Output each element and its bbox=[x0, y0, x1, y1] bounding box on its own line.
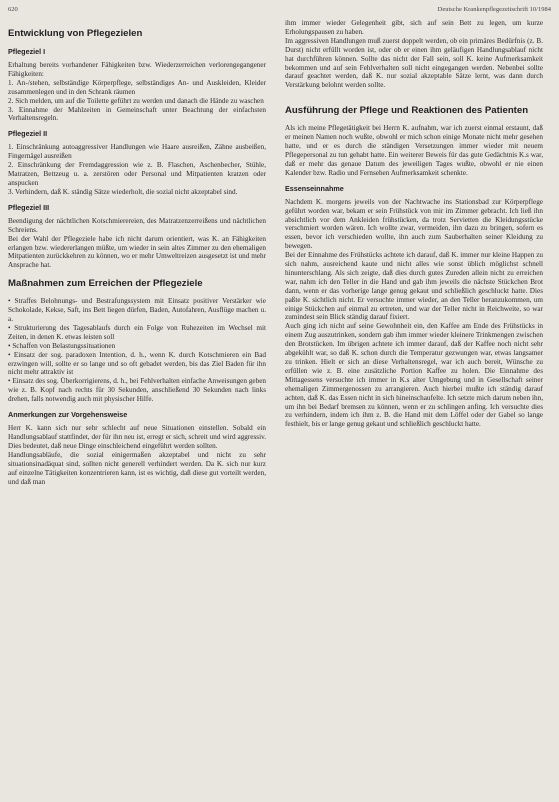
body-paragraph: ihm immer wieder Gelegenheit gibt, sich auf sein Bett zu legen, um kurze Erholungspausen zu haben. Im aggressiven Handlungen muß zuerst doppelt werden, ob ein primäres Bedürfnis (z. B. Durst) nicht erfüllt worden ist, oder ob er einen ihm geläufigen Handlungsablauf nicht hat durchführen können. Sollte das nicht der Fall sein, soll K. keine Aufmerksamkeit bekommen und auf sein Fehlverhalten soll nicht eingegangen werden. Nebenbei sollte darauf geachtet werden, daß K. nur sozial akzeptable Sätze lernt, was dann durch Verstärkung belohnt werden sollte. bbox=[285, 19, 543, 90]
section-heading: Entwicklung von Pflegezielen bbox=[8, 28, 143, 39]
body-paragraph: Nachdem K. morgens jeweils von der Nachtwache ins Stationsbad zur Körperpflege geführt worden war, bekam er sein Frühstück von mir im Zimmer gebracht. Ich ließ ihn absichtlich vor dem Ankleiden frühstücken, da trotz Servietten die Kleidungsstücke verschmiert worden wären. Ich wollte zwar, vermeiden, ihn dazu zu bringen, sofern es essen, bevor ich verschieden wollte, ihn auch zum Sauberhalten seiner Kleidung zu bewegen. Bei der Einnahme des Frühstücks achtete ich darauf, daß K. immer nur kleine Happen zu sich nahm, ausreichend kaute und nicht alles wie sonst üblich möglichst schnell hinunterschlang. Als sich zeigte, daß dies durch gutes Zureden allein nicht zu erreichen war, nahm ich den Teller in die Hand und gab ihm jeweils die nächste Stückchen Brot dann, wenn er das vorherige lange genug gekaut und schließlich geschluckt hatte. Dies paßte K. sichtlich nicht. Er versuchte immer wieder, an den Teller heranzukommen, um einige Stückchen auf einmal zu ertreten, und war der Teller nicht in Reichweite, so war zumindest sein Blick ständig darauf fixiert. Auch ging ich nicht auf seine Gewohnheit ein, den Kaffee am Ende des Frühstücks in einem Zug auszutrinken, sondern gab ihm immer wieder kleinere Trinkmengen zwischen den Brotstücken. Im übrigen achtete ich immer darauf, daß der Kaffee noch nicht sehr abgekühlt war, so daß K. schon durch die Temperatur gezwungen war, etwas langsamer zu trinken. Hielt er sich an diese Verhaltensregel, war ich auch bereit, Wünsche zu erfüllen wie z. B. eine zusätzliche Portion Kaffee zu holen. Die Einnahme des Mittagessens versuchte ich immer in K.s alter Umgebung und in Gesellschaft seiner ehemaligen Zimmergenossen zu arrangieren. Auch hierbei mußte ich ständig darauf achten, daß K. das Essen nicht in sich hineinschaufelte. Ich setzte mich darum neben ihn, um ihn bei Bedarf bremsen zu können, wenn er zu schlingen anfing. Ich versuchte dies zu verhindern, indem ich ihm z. B. die Hand mit dem Löffel oder der Gabel so lange festhielt, bis er lange genug gekaut und schließlich geschluckt hatte. bbox=[285, 197, 543, 429]
body-paragraph: • Straffes Belohnungs- und Bestrafungssystem mit Einsatz positiver Verstärker wie Schokolade, Kekse, Saft, ins Bett liegen dürfen, Baden, Autofahren, Ausflüge machen u. a. • Strukturierung des Tagesablaufs durch ein Folge von Ruhezeiten im Wechsel mit Zeiten, in denen K. etwas leisten soll • Schaffen von Belastungssituationen • Einsatz der sog. paradoxen Intention, d. h., wenn K. durch Kotschmieren ein Bad erzwingen will, sollte er so lange und so oft gebadet werden, bis das Ziel Baden für ihn nicht mehr attraktiv ist • Einsatz des sog. Überkorrigierens, d. h., bei Fehlverhalten einfache Anweisungen geben wie z. B. Kopf nach rechts für 30 Sekunden, anschließend 30 Sekunden nach links drehen, falls notwendig auch mit physischer Hilfe. bbox=[8, 297, 266, 404]
journal-title: Deutsche Krankenpflegezeitschrift 10/1984 bbox=[437, 6, 551, 13]
running-head bbox=[8, 5, 551, 15]
subsection-heading: Pflegeziel III bbox=[8, 202, 50, 212]
body-paragraph: Herr K. kann sich nur sehr schlecht auf neue Situationen einstellen. Sobald ein Handlungsablauf stattfindet, der für ihn neu ist, erregt er sich, schreit und wird aggressiv. Dies bedeutet, daß neue Dinge einschleichend eingeführt werden sollten. Handlungsabläufe, die sozial einigermaßen akzeptabel und nicht zu sehr situationsinadäquat sind, sollten nicht generell verhindert werden. Da K. sich nur kurz auf einzelne Tätigkeiten konzentrieren kann, ist es wichtig, daß diese gut vorteilt werden, und daß man bbox=[8, 424, 266, 486]
right-column bbox=[285, 19, 543, 796]
subsection-heading: Pflegeziel II bbox=[8, 129, 48, 139]
subsection-heading: Anmerkungen zur Vorgehensweise bbox=[8, 410, 128, 420]
spacer bbox=[285, 93, 543, 97]
section-heading: Maßnahmen zum Erreichen der Pflegeziele bbox=[8, 278, 203, 290]
body-paragraph: Als ich meine Pflegetätigkeit bei Herrn K. aufnahm, war ich zuerst einmal erstaunt, daß er meinen Namen noch wußte, obwohl er mich schon einige Monate nicht mehr gesehen hatte, und er es durch die ständigen Versetzungen immer wieder mit neuem Pflegepersonal zu tun gehabt hatte. Ein weiterer Beweis für das gute Gedächtnis K.s war, daß er mehr das genaue Datum des jeweiligen Tages wußte, obwohl er nie einen Kalender bzw. Radio und Fernsehen Aufmerksamkeit schenkte. bbox=[285, 124, 543, 177]
subsection-heading: Pflegeziel I bbox=[8, 47, 46, 56]
left-column bbox=[8, 19, 266, 796]
body-paragraph: Erhaltung bereits vorhandener Fähigkeiten bzw. Wiederzerreichen verlorengegangener Fähigkeiten: 1. An-/stehen, selbständige Körperpflege, selbständiges An- und Auskleiden, Kleider zusammenlegen und in den Schrank räumen 2. Sich melden, um auf die Toilette geführt zu werden und danach die Hände zu waschen 3. Einnahme der Mahlzeiten in Gemeinschaft unter Beachtung der einfachsten Verhaltensregeln. bbox=[8, 61, 266, 123]
body-paragraph: 1. Einschränkung autoaggressiver Handlungen wie Haare ausreißen, Zähne ausbeißen, Fingernägel ausreißen 2. Einschränkung der Fremdaggression wie z. B. Flaschen, Aschenbecher, Stühle, Matratzen, Bettzeug u. a. zerstören oder Personal und Mitpatienten kratzen oder anspucken 3. Verhindern, daß K. ständig Sätze wiederholt, die sozial nicht akzeptabel sind. bbox=[8, 143, 266, 196]
page-number: 620 bbox=[8, 6, 18, 13]
subsection-heading: Essenseinnahme bbox=[285, 183, 344, 193]
section-heading: Ausführung der Pflege und Reaktionen des Patienten bbox=[285, 105, 529, 117]
body-paragraph: Beendigung der nächtlichen Kotschmierereien, des Matratzenzerreißens und nächtlichen Schreiens. Bei der Wahl der Pflegeziele habe ich nicht darum orientiert, was K. an Fähigkeiten erlangen bzw. wiedererlangen müßte, um wieder in sein altes Zimmer zu den ehemaligen Mitpatienten zurückkehren zu können, wo er mehr Umweltreizen ausgesetzt ist und mehr Ansprache hat. bbox=[8, 216, 266, 270]
